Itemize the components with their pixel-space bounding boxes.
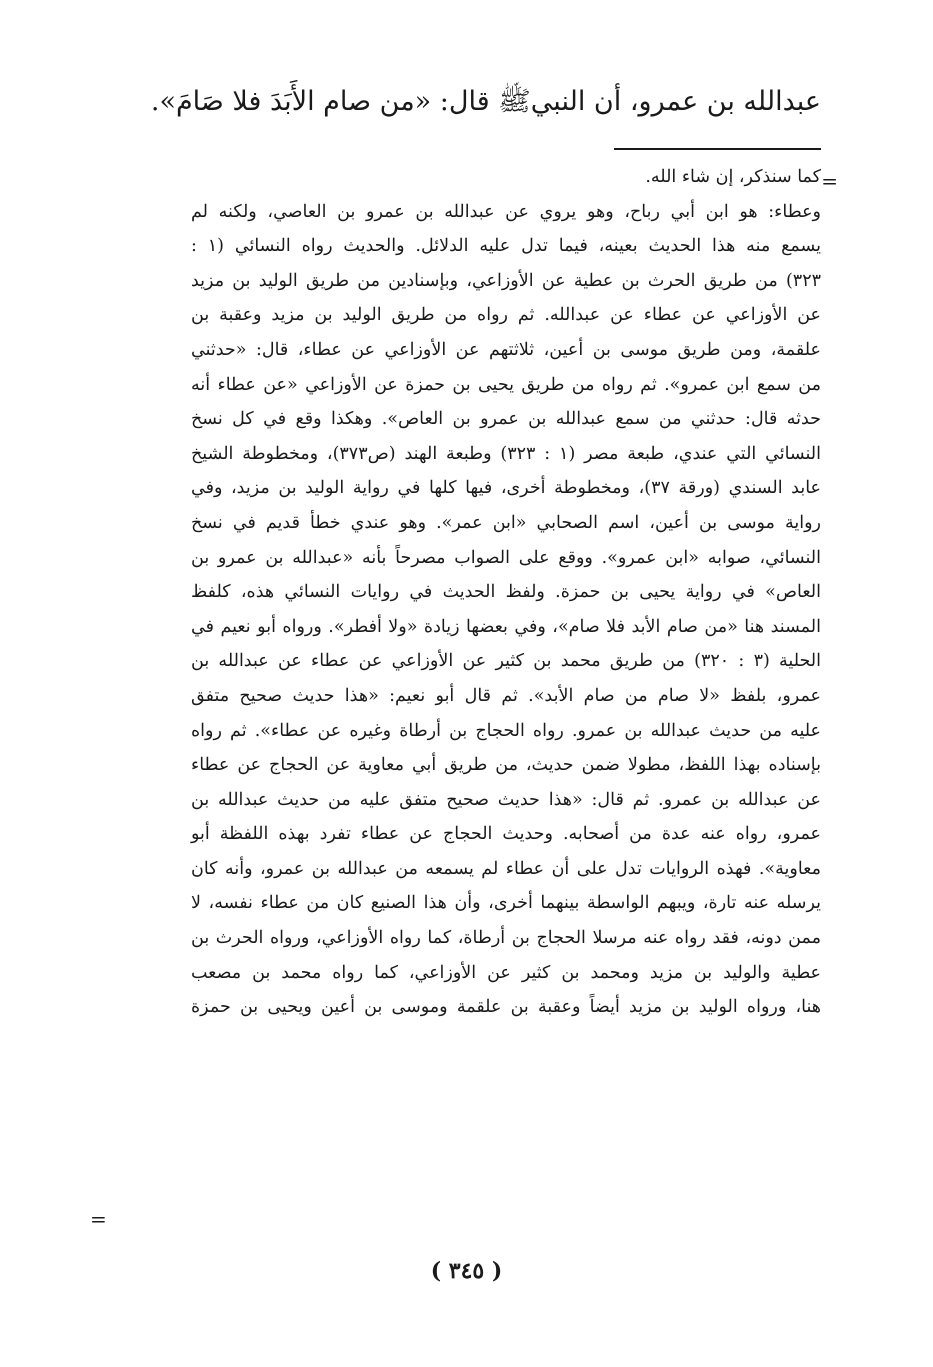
footnote-line: بإسناده بهذا اللفظ، مطولا ضمن حديث، من طريق أبي معاوية عن الحجاج عن عطاء bbox=[191, 755, 821, 776]
footnote-line: معاوية». فهذه الروايات تدل على أن عطاء لم يسمعه من عبدالله بن عمرو، وأنه كان bbox=[191, 858, 821, 879]
footnote-line: النسائي، صوابه «ابن عمرو». ووقع على الصواب مصرحاً بأنه «عبدالله بن عمرو بن bbox=[191, 547, 821, 568]
footnote-line: علقمة، ومن طريق موسى بن أعين، ثلاثتهم عن الأوزاعي عن عطاء، قال: «حدثني bbox=[191, 339, 821, 360]
footnote-line: عن عبدالله بن عمرو. ثم قال: «هذا حديث صحيح متفق عليه من حديث عبدالله بن bbox=[191, 789, 821, 810]
footnote-line: عطية والوليد بن مزيد ومحمد بن كثير عن الأوزاعي، كما رواه محمد بن مصعب bbox=[191, 962, 821, 983]
footnote-line: ممن دونه، فقد رواه عنه مرسلا الحجاج بن أرطاة، كما رواه الأوزاعي، ورواه الحرث بن bbox=[191, 928, 821, 949]
footnote-line: النسائي التي عندي، طبعة مصر (١ : ٣٢٣) وطبعة الهند (ص٣٧٣)، ومخطوطة الشيخ bbox=[191, 443, 822, 464]
footnote-line: يرسله عنه تارة، ويبهم الواسطة بينهما أخرى، وأن هذا الصنيع كان من عطاء نفسه، لا bbox=[191, 893, 821, 914]
footnote-line: كما سنذكر، إن شاء الله. bbox=[645, 167, 821, 187]
footnote-line: عمرو، بلفظ «لا صام من صام الأبد». ثم قال أبو نعيم: «هذا حديث صحيح متفق bbox=[191, 685, 821, 706]
footnote-line: عليه من حديث عبدالله بن عمرو. رواه الحجاج بن أرطاة وغيره عن عطاء». ثم رواه bbox=[191, 720, 821, 741]
page-number: ( ٣٤٥ ) bbox=[430, 1258, 503, 1284]
footnote-line: العاص» في رواية يحيى بن حمزة. ولفظ الحديث في روايات النسائي هذه، كلفظ bbox=[191, 582, 821, 603]
footnote-line: حدثه قال: حدثني من سمع عبدالله بن عمرو بن العاص». وهكذا وقع في كل نسخ bbox=[191, 409, 821, 430]
footnote-line: عمرو، رواه عنه عدة من أصحابه. وحديث الحجاج عن عطاء تفرد بهذه اللفظة أبو bbox=[191, 824, 821, 845]
footnote-line: يسمع منه هذا الحديث بعينه، فيما تدل عليه الدلائل. والحديث رواه النسائي (١ : bbox=[191, 236, 821, 257]
footnote-line: رواية موسى بن أعين، اسم الصحابي «ابن عمر». وهو عندي خطأ قديم في نسخ bbox=[191, 512, 821, 533]
footnote-line: من سمع ابن عمرو». ثم رواه من طريق يحيى بن حمزة عن الأوزاعي «عن عطاء أنه bbox=[191, 374, 821, 395]
footnote-line: هنا، ورواه الوليد بن مزيد أيضاً وعقبة بن علقمة وموسى بن أعين ويحيى بن حمزة bbox=[191, 997, 821, 1018]
footnote-line: وعطاء: هو ابن أبي رباح، وهو يروي عن عبدالله بن عمرو بن العاصي، ولكنه لم bbox=[191, 201, 821, 222]
footnote-separator bbox=[614, 148, 821, 150]
continues-next-page-marker: = bbox=[90, 1207, 107, 1231]
footnote-line: عابد السندي (ورقة ٣٧)، ومخطوطة أخرى، فيها كلها في رواية الوليد بن مزيد، وفي bbox=[191, 478, 822, 499]
footnotes-block bbox=[191, 160, 821, 1025]
footnote-line: المسند هنا «من صام الأبد فلا صام»، وفي بعضها زيادة «ولا أفطر». ورواه أبو نعيم في bbox=[191, 616, 821, 637]
footnote-line: الحلية (٣ : ٣٢٠) من طريق محمد بن كثير عن الأوزاعي عن عطاء عن عبدالله بن bbox=[191, 651, 821, 672]
footnote-line: عن الأوزاعي عن عطاء عن عبدالله. ثم رواه من طريق الوليد بن مزيد وعقبة بن bbox=[191, 305, 821, 326]
footnote-line: ٣٢٣) من طريق الحرث بن عطية عن الأوزاعي، وبإسنادين من طريق الوليد بن مزيد bbox=[191, 270, 821, 291]
main-hadith-text: عبدالله بن عمرو، أن النبيﷺ قال: «من صام الأَبَدَ فلا صَامَ». bbox=[150, 86, 821, 117]
continuation-marker: = bbox=[821, 169, 838, 193]
